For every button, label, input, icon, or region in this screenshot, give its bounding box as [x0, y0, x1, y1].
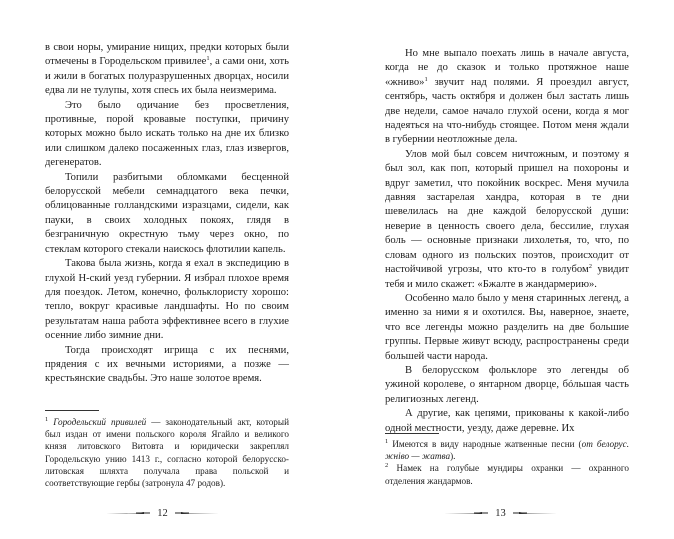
- left-page-body: [45, 41, 289, 387]
- ornament-right-icon: [513, 510, 557, 516]
- paragraph: Топили разбитыми обломками бесценной белорусской мебели семнадцатого века печки, облицованные голландскими изразцами, сидели, как пауки, в своих холодных покоях, глядя в безграничную окрестную тьму через окно, по стеклам которого стекали наискось флотилии капель.: [45, 171, 289, 255]
- right-page-footnotes: [385, 438, 629, 487]
- paragraph: Улов мой был совсем ничтожным, и поэтому я был зол, как поп, который пришел на похороны и вдруг заметил, что покойник воскрес. Меня мучила давняя застарелая хандра, которая в те дни шевелилась на дне каждой белорусской души: неверие в ценность своего дела, бессилие, глухая боль — основные признаки лихолетья, то, что, по словам одного из польских поэтов, происходит от настойчивой угрозы, что кто-то в голубом$^2$ увидит тебя и мило скажет: «Бжалте в жандармерию».: [385, 148, 629, 290]
- page-footer: [332, 506, 669, 520]
- footnote-divider: [45, 410, 99, 411]
- right-page: [337, 0, 674, 539]
- footnote: $^1$ Городельский привилей — законодательный акт, который был издан от имени польского короля Ягайло и великого князя литовского Витовта и юридически закреплял Городельскую унию 1413 г., согласно которой белорусско-литовская шляхта получала права польской и соответствующие гербы (затронула 47 родов).: [45, 416, 289, 489]
- paragraph: в свои норы, умирание нищих, предки которых были отмечены в Городельском привилее$^1$, а сами они, хоть и жили в богатых полуразрушенных дворцах, носили едва ли не тулупы, хотя спесь их была неизмерима.: [45, 42, 289, 97]
- paragraph: Но мне выпало поехать лишь в начале августа, когда не до сказок и только протяжное наше «жниво»$^1$ звучит над полями. Я проездил август, сентябрь, часть октября и должен был застать лишь две недели, самое начало глухой осени, когда я мог надеяться на что-нибудь стоящее. Потом меня ждали в губернии неотложные дела.: [385, 48, 629, 146]
- ornament-left-icon: [106, 510, 150, 516]
- paragraph: А другие, как цепями, прикованы к какой-либо одной местности, уезду, даже деревне. Их: [385, 408, 629, 434]
- left-page-footnotes: [45, 416, 289, 489]
- paragraph: Такова была жизнь, когда я ехал в экспедицию в глухой Н-ский уезд губернии. Я избрал плохое время для поездок. Летом, конечно, фольклористу хорошо: тепло, вокруг красивые ландшафты. Но по своим результатам наша работа эффективнее всего в глухие осенние либо зимние дни.: [45, 258, 289, 342]
- footnote: $^1$ Имеются в виду народные жатвенные песни (от белорус. жніво — жатва).: [385, 438, 629, 462]
- right-page-body: [385, 47, 629, 436]
- page-footer: [0, 506, 331, 520]
- paragraph: Тогда происходят игрища с их песнями, прядения с их вечными историями, а позже — крестьянские свадьбы. Это наше золотое время.: [45, 344, 289, 385]
- paragraph: Это было одичание без просветления, противные, порой кровавые поступки, причину которых можно было искать только на дне их близко или слишком далеко посаженных глаз, глаз извергов, дегенератов.: [45, 99, 289, 169]
- paragraph: В белорусском фольклоре это легенды об ужиной королеве, о янтарном дворце, бóльшая часть религиозных легенд.: [385, 364, 629, 405]
- footnote-divider: [385, 433, 439, 434]
- ornament-right-icon: [175, 510, 219, 516]
- page-number: 13: [495, 507, 506, 519]
- footnote-ref[interactable]: 2: [588, 263, 592, 271]
- footnote-ref[interactable]: 1: [206, 55, 210, 63]
- page-number: 12: [157, 507, 168, 519]
- ornament-left-icon: [444, 510, 488, 516]
- footnote: $^2$ Намек на голубые мундиры охранки — охранного отделения жандармов.: [385, 462, 629, 486]
- footnote-ref[interactable]: 1: [424, 75, 428, 83]
- paragraph: Особенно мало было у меня старинных легенд, а именно за ними я и охотился. Вы, наверное, знаете, что все легенды можно разделить на две большие группы. Первые живут всюду, распространены среди большей части народа.: [385, 292, 629, 362]
